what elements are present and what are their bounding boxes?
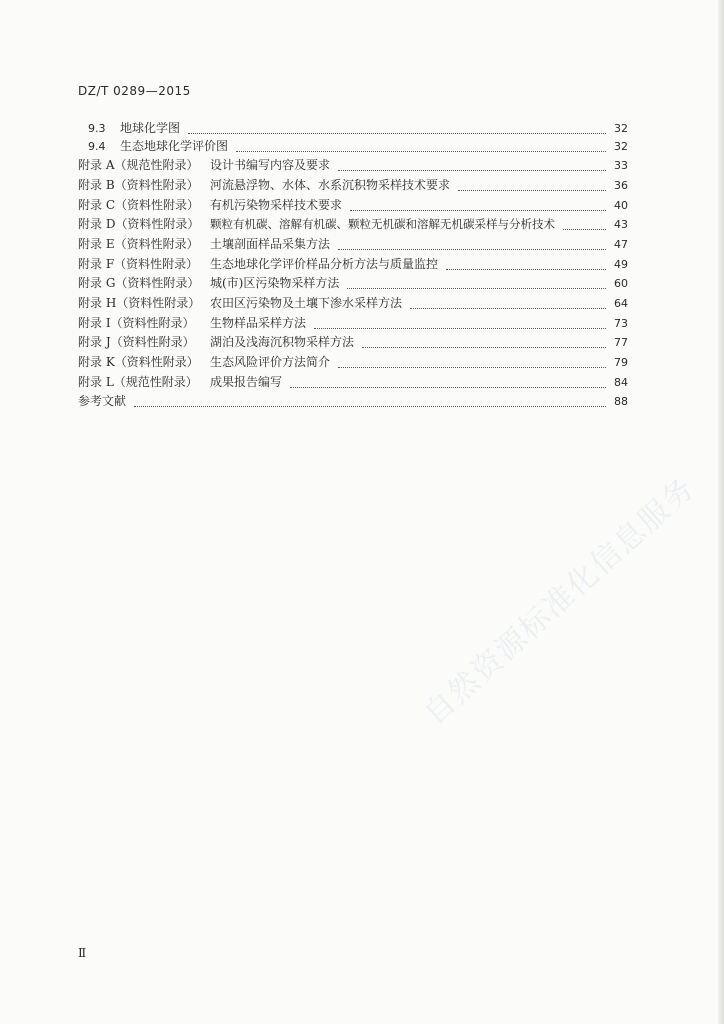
- dot-leader: [188, 133, 606, 134]
- toc-title: 生态地球化学评价图: [120, 139, 229, 153]
- toc-page: 60: [614, 277, 628, 290]
- dot-leader: [362, 347, 606, 348]
- toc-entry-appendix-l[interactable]: [78, 373, 628, 391]
- toc-title: 湖泊及浅海沉积物采样方法: [210, 335, 355, 349]
- toc-title: 生态地球化学评价样品分析方法与质量监控: [210, 257, 439, 271]
- dot-leader: [458, 190, 606, 191]
- dot-leader: [347, 288, 606, 289]
- toc-entry-appendix-c[interactable]: [78, 196, 628, 214]
- dot-leader: [350, 210, 606, 211]
- appendix-label: 附录 E（资料性附录）: [78, 237, 199, 251]
- toc-page: 43: [614, 218, 628, 231]
- dot-leader: [446, 269, 606, 270]
- toc-title: 参考文献: [78, 394, 127, 408]
- dot-leader: [338, 170, 606, 171]
- toc-page: 88: [614, 395, 628, 408]
- toc-entry-appendix-e[interactable]: [78, 235, 628, 253]
- toc-entry-appendix-i[interactable]: [78, 314, 628, 332]
- toc-entry-references[interactable]: [78, 392, 628, 410]
- toc-title: 河流悬浮物、水体、水系沉积物采样技术要求: [210, 178, 451, 192]
- appendix-label: 附录 B（资料性附录）: [78, 178, 199, 192]
- toc-page: 32: [614, 122, 628, 135]
- dot-leader: [410, 308, 606, 309]
- toc-page: 73: [614, 317, 628, 330]
- dot-leader: [236, 151, 606, 152]
- toc-title: 土壤剖面样品采集方法: [210, 237, 331, 251]
- appendix-label: 附录 D（资料性附录）: [78, 217, 200, 231]
- toc-entry-9-3[interactable]: [88, 119, 628, 137]
- appendix-label: 附录 I（资料性附录）: [78, 316, 195, 330]
- toc-page: 49: [614, 258, 628, 271]
- dot-leader: [563, 229, 606, 230]
- page-number: Ⅱ: [78, 946, 87, 960]
- toc-number: 9.4: [88, 140, 106, 153]
- toc-entry-appendix-f[interactable]: [78, 255, 628, 273]
- toc-title: 生物样品采样方法: [210, 316, 307, 330]
- toc-number: 9.3: [88, 122, 106, 135]
- toc-entry-appendix-b[interactable]: [78, 176, 628, 194]
- appendix-label: 附录 C（资料性附录）: [78, 198, 199, 212]
- appendix-label: 附录 J（资料性附录）: [78, 335, 195, 349]
- toc-entry-appendix-d[interactable]: [78, 215, 628, 233]
- toc-title: 生态风险评价方法简介: [210, 355, 331, 369]
- toc-page: 77: [614, 336, 628, 349]
- toc-title: 地球化学图: [120, 121, 181, 135]
- toc-page: 40: [614, 199, 628, 212]
- dot-leader: [314, 328, 606, 329]
- appendix-label: 附录 H（资料性附录）: [78, 296, 201, 310]
- toc-title: 成果报告编写: [210, 375, 283, 389]
- toc-entry-appendix-a[interactable]: [78, 156, 628, 174]
- appendix-label: 附录 A（规范性附录）: [78, 158, 199, 172]
- standard-code-header: DZ/T 0289—2015: [78, 84, 191, 98]
- toc-page: 79: [614, 356, 628, 369]
- toc-page: 84: [614, 376, 628, 389]
- toc-page: 36: [614, 179, 628, 192]
- watermark: 自然资源标准化信息服务: [417, 470, 703, 732]
- toc-entry-appendix-k[interactable]: [78, 353, 628, 371]
- toc-title: 农田区污染物及土壤下渗水采样方法: [210, 296, 403, 310]
- toc-entry-appendix-g[interactable]: [78, 274, 628, 292]
- toc-title: 设计书编写内容及要求: [210, 158, 331, 172]
- dot-leader: [338, 367, 606, 368]
- toc-title: 城(市)区污染物采样方法: [210, 276, 340, 290]
- dot-leader: [338, 249, 606, 250]
- toc-entry-appendix-h[interactable]: [78, 294, 628, 312]
- page-edge-shadow: [718, 0, 724, 1024]
- toc-page: 32: [614, 140, 628, 153]
- toc-page: 33: [614, 159, 628, 172]
- toc-entry-9-4[interactable]: [88, 137, 628, 155]
- appendix-label: 附录 K（资料性附录）: [78, 355, 199, 369]
- dot-leader: [290, 387, 606, 388]
- dot-leader: [134, 406, 606, 407]
- toc-title: 有机污染物采样技术要求: [210, 198, 343, 212]
- toc-entry-appendix-j[interactable]: [78, 333, 628, 351]
- appendix-label: 附录 L（规范性附录）: [78, 375, 198, 389]
- toc-title: 颗粒有机碳、溶解有机碳、颗粒无机碳和溶解无机碳采样与分析技术: [210, 217, 555, 231]
- appendix-label: 附录 G（资料性附录）: [78, 276, 200, 290]
- appendix-label: 附录 F（资料性附录）: [78, 257, 199, 271]
- toc-page: 64: [614, 297, 628, 310]
- toc-page: 47: [614, 238, 628, 251]
